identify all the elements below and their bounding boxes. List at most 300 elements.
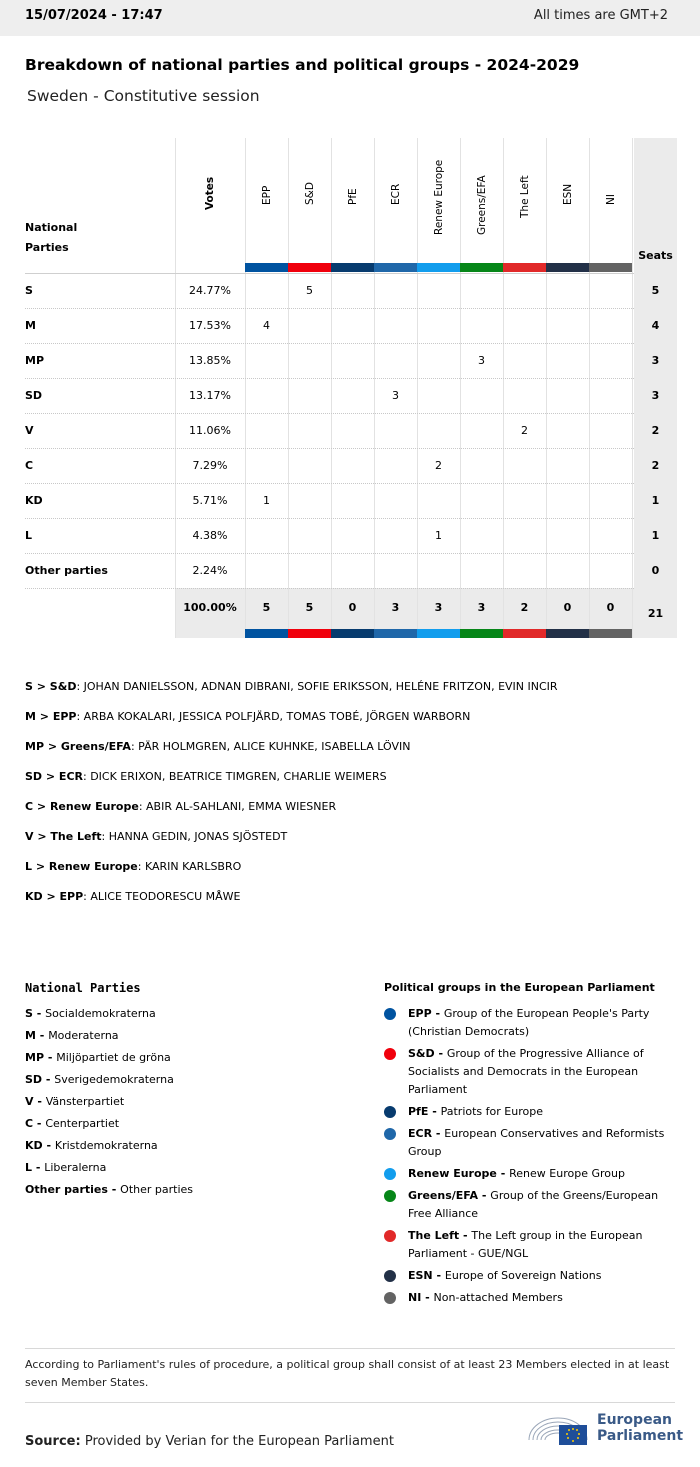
seat-count-cell [288,378,331,413]
group-header-pfe [331,138,374,273]
seat-count-cell [331,483,374,518]
group-color-bar [245,629,288,638]
seat-count-cell [245,448,288,483]
seat-count-cell [331,378,374,413]
seat-count-cell [417,413,460,448]
seat-count-cell [417,308,460,343]
group-color-bar [546,263,589,272]
group-header-label: The Left [518,175,531,218]
seat-count-cell [331,553,374,588]
seat-count-cell [331,343,374,378]
seat-count-cell [245,518,288,553]
seat-count-cell: 3 [392,389,399,402]
seat-count-cell [546,273,589,308]
political-group-separator: - [431,1007,444,1020]
table-row [25,308,675,343]
seat-count-cell [546,378,589,413]
national-party-item [25,1139,158,1152]
political-group-separator: - [478,1189,491,1202]
national-party-item [25,1183,193,1196]
table-row [25,518,675,553]
seat-count-cell [546,483,589,518]
political-group-abbr: S&D [408,1047,435,1060]
seat-count-cell [546,343,589,378]
group-color-bar [503,263,546,272]
seat-count-cell [589,553,632,588]
group-color-bar [374,263,417,272]
page-title: Breakdown of national parties and political groups - 2024-2029 [25,56,580,74]
vote-share: 13.85% [189,354,231,367]
group-color-bar [288,263,331,272]
assignment-separator: : [83,890,91,903]
row-total-seats: 4 [651,319,660,332]
assignment-separator: : [101,830,109,843]
assignment-separator: : [76,680,84,693]
political-group-separator: - [428,1105,441,1118]
political-group-abbr: The Left [408,1229,460,1242]
seat-count-cell [331,273,374,308]
assignment-separator: : [130,740,139,753]
seat-count-cell [589,448,632,483]
totals-row [25,588,675,626]
total-votes: 100.00% [183,600,237,614]
political-group-name: Group of the European People's Party (Christian Democrats) [408,1007,650,1038]
political-group-name: Non-attached Members [433,1291,563,1304]
table-row [25,413,675,448]
group-header-label: EPP [260,185,273,205]
national-party-item [25,1073,174,1086]
political-group-item [408,1165,670,1183]
political-group-item [408,1267,670,1285]
divider [25,1402,675,1403]
seat-count-cell [417,553,460,588]
seat-count-cell: 5 [306,284,313,297]
assignment-line [25,860,241,873]
divider [25,1348,675,1349]
group-color-bar [331,263,374,272]
group-color-bar [374,629,417,638]
group-color-dot [384,1292,396,1304]
group-total-seats: 0 [606,600,615,614]
assignment-line [25,710,470,723]
national-party-name: Miljöpartiet de gröna [56,1051,171,1064]
group-header-ecr [374,138,417,273]
seat-count-cell [288,448,331,483]
national-party-separator: - [32,1007,46,1020]
political-group-item [408,1005,670,1041]
national-party-abbr: SD [25,1073,43,1086]
assignment-key: C > Renew Europe [25,800,139,813]
seat-count-cell [503,448,546,483]
vote-share: 24.77% [189,284,231,297]
group-total-seats: 3 [477,600,486,614]
seat-count-cell [546,413,589,448]
national-party-name: Other parties [120,1183,193,1196]
group-header-label: PfE [346,188,359,205]
seat-count-cell [417,343,460,378]
political-group-item [408,1045,670,1099]
row-total-seats: 1 [651,494,660,507]
seat-count-cell [460,448,503,483]
political-group-name: Patriots for Europe [440,1105,543,1118]
table-row [25,378,675,413]
national-party-name: Sverigedemokraterna [54,1073,174,1086]
seat-count-cell [374,483,417,518]
group-color-dot [384,1230,396,1242]
group-total-seats: 3 [391,600,400,614]
vote-share: 5.71% [192,494,228,507]
assignment-separator: : [83,770,91,783]
national-party-abbr: S [25,1007,33,1020]
seat-count-cell [417,483,460,518]
seat-count-cell [417,273,460,308]
group-color-bar [589,629,632,638]
vote-share: 7.29% [192,459,228,472]
seat-count-cell [589,483,632,518]
political-group-name: The Left group in the European Parliament - GUE/NGL [408,1229,643,1260]
seat-count-cell: 4 [263,319,270,332]
national-party-abbr: L [25,1161,33,1174]
table-row [25,553,675,588]
political-group-separator: - [459,1229,472,1242]
timezone-note: All times are GMT+2 [533,8,668,23]
seat-count-cell [245,378,288,413]
assignment-key: V > The Left [25,830,102,843]
group-color-dot [384,1106,396,1118]
seat-count-cell [245,553,288,588]
seat-count-cell [460,273,503,308]
political-group-separator: - [432,1127,445,1140]
national-party-item [25,1161,106,1174]
group-header-label: S&D [303,182,316,205]
assignment-key: L > Renew Europe [25,860,138,873]
seat-count-cell [589,378,632,413]
top-bar [0,0,700,36]
assignment-names: KARIN KARLSBRO [144,860,242,873]
national-party-separator: - [44,1051,57,1064]
group-color-bar [417,629,460,638]
vote-share: 17.53% [189,319,231,332]
national-party-separator: - [35,1029,49,1042]
political-group-separator: - [432,1269,445,1282]
seat-count-cell [503,518,546,553]
political-group-item [408,1103,670,1121]
seat-count-cell [288,413,331,448]
row-total-seats: 3 [651,389,660,402]
seat-count-cell [288,518,331,553]
assignment-names: JOHAN DANIELSSON, ADNAN DIBRANI, SOFIE ERIKSSON, HELÉNE FRITZON, EVIN INCIR [83,680,558,693]
table-row [25,483,675,518]
logo-line-1: European [597,1412,672,1428]
group-color-dot [384,1190,396,1202]
party-abbr: KD [25,494,43,507]
seat-count-cell [288,483,331,518]
assignment-key: SD > ECR [25,770,83,783]
vote-share: 13.17% [189,389,231,402]
seat-count-cell: 3 [478,354,485,367]
table-row [25,273,675,308]
group-header-label: Renew Europe [432,159,445,235]
assignment-names: DICK ERIXON, BEATRICE TIMGREN, CHARLIE WEIMERS [90,770,387,783]
group-total-seats: 3 [434,600,443,614]
seat-count-cell: 2 [521,424,528,437]
assignment-names: ARBA KOKALARI, JESSICA POLFJÄRD, TOMAS TOBÉ, JÖRGEN WARBORN [83,710,471,723]
source-line [25,1434,394,1449]
seat-count-cell [546,308,589,343]
political-group-abbr: EPP [408,1007,432,1020]
national-party-abbr: V [25,1095,34,1108]
political-group-abbr: PfE [408,1105,429,1118]
seat-count-cell [374,553,417,588]
group-header-the-left [503,138,546,273]
seat-count-cell [503,378,546,413]
parliament-emblem-icon [525,1410,591,1448]
political-group-item [408,1125,670,1161]
seat-count-cell [374,448,417,483]
seat-count-cell [546,553,589,588]
political-group-name: Europe of Sovereign Nations [444,1269,602,1282]
group-color-bar [503,629,546,638]
seat-count-cell [460,378,503,413]
seat-count-cell [589,343,632,378]
datetime: 15/07/2024 - 17:47 [25,8,163,23]
vote-share: 11.06% [189,424,231,437]
assignment-key: MP > Greens/EFA [25,740,131,753]
national-party-item [25,1051,171,1064]
political-group-item [408,1227,670,1263]
seat-count-cell [245,343,288,378]
national-party-abbr: MP [25,1051,45,1064]
seat-count-cell [460,413,503,448]
group-color-dot [384,1168,396,1180]
political-group-name: Group of the Progressive Alliance of Socialists and Democrats in the European Parliament [408,1047,644,1096]
assignment-names: HANNA GEDIN, JONAS SJÖSTEDT [108,830,288,843]
national-party-name: Moderaterna [48,1029,119,1042]
table-row [25,448,675,483]
row-total-seats: 2 [651,424,660,437]
seat-count-cell [374,518,417,553]
party-abbr: Other parties [25,564,108,577]
group-total-seats: 2 [520,600,529,614]
national-party-abbr: Other parties [25,1183,108,1196]
seat-count-cell [460,553,503,588]
assignment-key: KD > EPP [25,890,84,903]
seats-column-header: Seats [638,248,673,262]
european-parliament-logo [525,1410,684,1450]
seat-count-cell [331,448,374,483]
political-groups-title: Political groups in the European Parliament [384,981,655,994]
seat-count-cell [503,483,546,518]
party-abbr: C [25,459,34,472]
assignment-line [25,800,336,813]
seat-count-cell [288,308,331,343]
row-total-seats: 0 [651,564,660,577]
political-group-abbr: ESN [408,1269,433,1282]
rules-note: According to Parliament's rules of procedure, a political group shall consist of at least 23 Members elected in at least seven Member States. [25,1358,670,1389]
group-header-greens-efa [460,138,503,273]
seat-count-cell [245,413,288,448]
national-party-abbr: M [25,1029,36,1042]
national-party-separator: - [42,1073,55,1086]
group-color-dot [384,1270,396,1282]
group-total-seats: 5 [262,600,271,614]
group-header-epp [245,138,288,273]
seat-count-cell [288,553,331,588]
national-party-item [25,1007,156,1020]
logo-wordmark [597,1412,683,1444]
political-group-abbr: Renew Europe [408,1167,497,1180]
group-color-bar [589,263,632,272]
row-total-seats: 1 [651,529,660,542]
seat-count-cell [374,413,417,448]
assignment-line [25,740,410,753]
national-party-name: Centerpartiet [45,1117,120,1130]
seat-count-cell [503,553,546,588]
group-color-bar [245,263,288,272]
group-header-label: NI [604,194,617,205]
national-party-item [25,1095,124,1108]
seat-count-cell [460,483,503,518]
seat-count-cell [589,308,632,343]
group-total-seats: 5 [305,600,314,614]
vote-share: 2.24% [192,564,228,577]
row-total-seats: 5 [651,284,660,297]
logo-line-2: Parliament [597,1428,684,1444]
seat-count-cell [331,518,374,553]
group-header-label: ESN [561,183,574,205]
party-abbr: M [25,319,36,332]
seat-count-cell [331,413,374,448]
party-abbr: MP [25,354,45,367]
assignment-names: ABIR AL-SAHLANI, EMMA WIESNER [146,800,337,813]
assignment-separator: : [76,710,84,723]
group-color-dot [384,1048,396,1060]
political-group-separator: - [421,1291,434,1304]
row-total-seats: 2 [651,459,660,472]
group-color-bar [288,629,331,638]
seat-count-cell [331,308,374,343]
national-party-name: Socialdemokraterna [45,1007,156,1020]
vote-share: 4.38% [192,529,228,542]
assignment-names: ALICE TEODORESCU MÅWE [90,890,241,903]
group-color-bar [460,629,503,638]
national-party-item [25,1117,119,1130]
group-color-bar [417,263,460,272]
party-column-header: National Parties [25,221,78,254]
political-group-abbr: ECR [408,1127,433,1140]
national-party-name: Vänsterpartiet [45,1095,125,1108]
group-color-bar [546,629,589,638]
seat-count-cell [589,413,632,448]
seat-count-cell [374,308,417,343]
national-party-abbr: KD [25,1139,43,1152]
group-color-bar [331,629,374,638]
table-row [25,343,675,378]
seat-count-cell [374,343,417,378]
political-group-item [408,1187,670,1223]
seat-count-cell [245,273,288,308]
grand-total-seats: 21 [647,606,664,620]
votes-column-header [175,138,245,273]
group-header-label: Greens/EFA [475,175,488,235]
national-party-separator: - [32,1161,45,1174]
seat-count-cell [460,518,503,553]
seat-count-cell: 2 [435,459,442,472]
political-group-item [408,1289,670,1307]
seat-count-cell [503,343,546,378]
group-color-dot [384,1008,396,1020]
political-group-abbr: NI [408,1291,422,1304]
group-header-esn [546,138,589,273]
seat-count-cell [460,308,503,343]
assignment-line [25,770,387,783]
assignment-line [25,830,287,843]
assignment-names: PÄR HOLMGREN, ALICE KUHNKE, ISABELLA LÖVIN [138,740,411,753]
group-total-seats: 0 [563,600,572,614]
assignment-line [25,890,241,903]
seat-count-cell [589,518,632,553]
party-abbr: SD [25,389,43,402]
political-group-name: European Conservatives and Reformists Group [408,1127,665,1158]
seat-count-cell [417,378,460,413]
group-total-seats: 0 [348,600,357,614]
political-group-name: Renew Europe Group [509,1167,625,1180]
assignment-key: M > EPP [25,710,77,723]
political-group-name: Group of the Greens/European Free Alliance [408,1189,659,1220]
seat-count-cell: 1 [435,529,442,542]
group-header-ni [589,138,632,273]
seat-count-cell [288,343,331,378]
political-group-separator: - [434,1047,447,1060]
assignment-line [25,680,558,693]
seat-count-cell [546,448,589,483]
national-party-abbr: C [25,1117,34,1130]
political-group-abbr: Greens/EFA [408,1189,479,1202]
source-text: Provided by Verian for the European Parliament [84,1434,394,1449]
national-parties-title: National Parties [25,981,141,995]
group-header-s-d [288,138,331,273]
party-abbr: V [25,424,34,437]
seat-count-cell [546,518,589,553]
group-color-bar [460,263,503,272]
row-total-seats: 3 [651,354,660,367]
seat-count-cell [503,273,546,308]
group-header-renew-europe [417,138,460,273]
assignment-key: S > S&D [25,680,77,693]
national-party-separator: - [42,1139,55,1152]
party-abbr: L [25,529,33,542]
source-label: Source: [25,1434,81,1449]
seat-count-cell [589,273,632,308]
group-header-label: ECR [389,183,402,205]
party-abbr: S [25,284,33,297]
votes-header-label: Votes [204,176,216,210]
seat-count-cell: 1 [263,494,270,507]
page-subtitle: Sweden - Constitutive session [27,87,260,105]
political-group-separator: - [496,1167,510,1180]
assignment-separator: : [137,860,145,873]
assignment-separator: : [138,800,147,813]
national-party-separator: - [33,1117,46,1130]
seat-count-cell [503,308,546,343]
national-party-item [25,1029,119,1042]
national-party-separator: - [107,1183,121,1196]
national-party-name: Liberalerna [44,1161,107,1174]
breakdown-table [25,138,675,640]
national-party-separator: - [33,1095,46,1108]
national-party-name: Kristdemokraterna [54,1139,158,1152]
seat-count-cell [374,273,417,308]
